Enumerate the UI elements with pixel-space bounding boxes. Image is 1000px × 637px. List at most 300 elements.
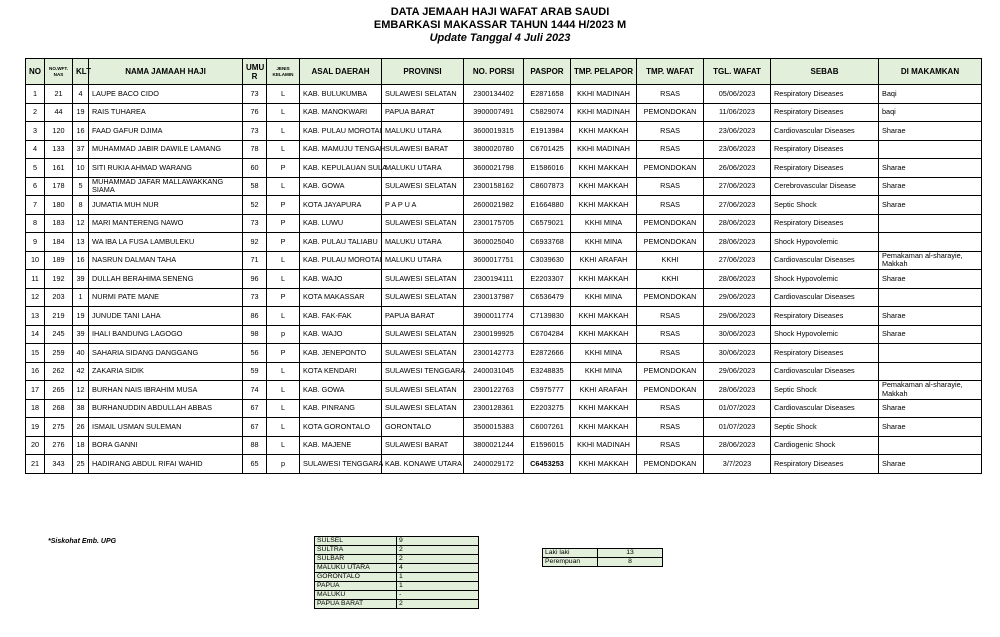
cell-wft-nas: 268 xyxy=(45,399,73,418)
cell-di-makamkan xyxy=(879,288,982,307)
cell-no: 17 xyxy=(26,381,45,400)
cell-nama: NASRUN DALMAN TAHA xyxy=(89,251,243,270)
table-row xyxy=(26,399,982,418)
province-count: 4 xyxy=(397,564,479,573)
cell-no: 3 xyxy=(26,122,45,141)
cell-provinsi: SULAWESI SELATAN xyxy=(382,177,464,196)
update-date: Update Tanggal 4 Juli 2023 xyxy=(429,32,571,44)
cell-paspor: C5975777 xyxy=(524,381,571,400)
cell-jenis-kelamin: L xyxy=(267,85,300,104)
cell-wft-nas: 343 xyxy=(45,455,73,474)
cell-di-makamkan: Sharae xyxy=(879,177,982,196)
table-header-row xyxy=(26,59,982,85)
gender-count: 13 xyxy=(598,549,663,558)
cell-tmp-wafat: PEMONDOKAN xyxy=(637,455,704,474)
cell-sebab: Respiratory Diseases xyxy=(771,85,879,104)
header-nama: NAMA JAMAAH HAJI xyxy=(89,59,243,85)
cell-paspor: E1664880 xyxy=(524,196,571,215)
cell-sebab: Respiratory Diseases xyxy=(771,455,879,474)
cell-asal-daerah: KAB. LUWU xyxy=(300,214,382,233)
header-klt: KLT xyxy=(73,59,89,85)
province-summary-row xyxy=(315,591,479,600)
cell-paspor: E2203275 xyxy=(524,399,571,418)
cell-wft-nas: 183 xyxy=(45,214,73,233)
province-label: GORONTALO xyxy=(315,573,397,582)
cell-di-makamkan: Sharae xyxy=(879,399,982,418)
cell-sebab: Respiratory Diseases xyxy=(771,159,879,178)
cell-tmp-wafat: RSAS xyxy=(637,140,704,159)
cell-di-makamkan: Sharae xyxy=(879,270,982,289)
cell-klt: 40 xyxy=(73,344,89,363)
cell-klt: 18 xyxy=(73,436,89,455)
cell-tmp-wafat: RSAS xyxy=(637,196,704,215)
cell-paspor: E2872666 xyxy=(524,344,571,363)
header-wft-nas: NO.WFT. NAS xyxy=(45,59,73,85)
cell-sebab: Respiratory Diseases xyxy=(771,214,879,233)
cell-nama: LAUPE BACO CIDO xyxy=(89,85,243,104)
cell-jenis-kelamin: P xyxy=(267,196,300,215)
cell-klt: 1 xyxy=(73,288,89,307)
cell-no-porsi: 3500015383 xyxy=(464,418,524,437)
cell-umur: 74 xyxy=(243,381,267,400)
cell-paspor: C6007261 xyxy=(524,418,571,437)
cell-tmp-wafat: KKHI xyxy=(637,251,704,270)
cell-tmp-pelapor: KKHI MINA xyxy=(571,344,637,363)
header-jenis-kelamin: JENIS KELAMIN xyxy=(267,59,300,85)
header-tmp-wafat: TMP. WAFAT xyxy=(637,59,704,85)
cell-provinsi: SULAWESI SELATAN xyxy=(382,85,464,104)
cell-no: 4 xyxy=(26,140,45,159)
province-label: MALUKU UTARA xyxy=(315,564,397,573)
cell-no: 10 xyxy=(26,251,45,270)
cell-umur: 52 xyxy=(243,196,267,215)
table-row xyxy=(26,288,982,307)
header-paspor: PASPOR xyxy=(524,59,571,85)
cell-no: 12 xyxy=(26,288,45,307)
cell-jenis-kelamin: p xyxy=(267,455,300,474)
header-umur: UMU R xyxy=(243,59,267,85)
cell-jenis-kelamin: L xyxy=(267,103,300,122)
province-label: PAPUA xyxy=(315,582,397,591)
cell-tgl-wafat: 27/06/2023 xyxy=(704,177,771,196)
province-count: 1 xyxy=(397,582,479,591)
cell-jenis-kelamin: P xyxy=(267,214,300,233)
cell-asal-daerah: KAB. WAJO xyxy=(300,270,382,289)
cell-nama: ISMAIL USMAN SULEMAN xyxy=(89,418,243,437)
cell-no-porsi: 2300158162 xyxy=(464,177,524,196)
province-summary-row xyxy=(315,537,479,546)
cell-klt: 13 xyxy=(73,233,89,252)
cell-umur: 67 xyxy=(243,399,267,418)
header-asal-daerah: ASAL DAERAH xyxy=(300,59,382,85)
cell-provinsi: SULAWESI SELATAN xyxy=(382,381,464,400)
cell-wft-nas: 44 xyxy=(45,103,73,122)
cell-di-makamkan xyxy=(879,140,982,159)
cell-umur: 73 xyxy=(243,288,267,307)
cell-jenis-kelamin: P xyxy=(267,233,300,252)
header-provinsi: PROVINSI xyxy=(382,59,464,85)
cell-no-porsi: 2300199925 xyxy=(464,325,524,344)
cell-klt: 16 xyxy=(73,251,89,270)
cell-di-makamkan: Sharae xyxy=(879,122,982,141)
cell-tgl-wafat: 30/06/2023 xyxy=(704,325,771,344)
cell-no: 18 xyxy=(26,399,45,418)
cell-asal-daerah: KAB. GOWA xyxy=(300,177,382,196)
cell-asal-daerah: KAB. WAJO xyxy=(300,325,382,344)
cell-nama: JUMATIA MUH NUR xyxy=(89,196,243,215)
cell-provinsi: PAPUA BARAT xyxy=(382,307,464,326)
cell-tmp-pelapor: KKHI MAKKAH xyxy=(571,159,637,178)
cell-nama: WA IBA LA FUSA LAMBULEKU xyxy=(89,233,243,252)
cell-tgl-wafat: 23/06/2023 xyxy=(704,140,771,159)
cell-tmp-wafat: RSAS xyxy=(637,344,704,363)
cell-tgl-wafat: 01/07/2023 xyxy=(704,399,771,418)
cell-tmp-pelapor: KKHI MAKKAH xyxy=(571,270,637,289)
header-no-porsi: NO. PORSI xyxy=(464,59,524,85)
cell-jenis-kelamin: L xyxy=(267,436,300,455)
cell-tgl-wafat: 27/06/2023 xyxy=(704,251,771,270)
cell-asal-daerah: KOTA MAKASSAR xyxy=(300,288,382,307)
province-summary-row xyxy=(315,582,479,591)
cell-paspor: C6704284 xyxy=(524,325,571,344)
cell-klt: 12 xyxy=(73,381,89,400)
cell-no: 13 xyxy=(26,307,45,326)
cell-umur: 60 xyxy=(243,159,267,178)
cell-nama: RAIS TUHAREA xyxy=(89,103,243,122)
cell-tmp-wafat: RSAS xyxy=(637,307,704,326)
cell-tgl-wafat: 26/06/2023 xyxy=(704,159,771,178)
cell-asal-daerah: SULAWESI TENGGARA xyxy=(300,455,382,474)
province-label: MALUKU xyxy=(315,591,397,600)
cell-no-porsi: 3900011774 xyxy=(464,307,524,326)
cell-sebab: Septic Shock xyxy=(771,381,879,400)
cell-nama: MARI MANTERENG NAWO xyxy=(89,214,243,233)
cell-paspor: E1913984 xyxy=(524,122,571,141)
table-row xyxy=(26,325,982,344)
cell-wft-nas: 203 xyxy=(45,288,73,307)
cell-no-porsi: 2300137987 xyxy=(464,288,524,307)
cell-sebab: Septic Shock xyxy=(771,196,879,215)
cell-tmp-wafat: PEMONDOKAN xyxy=(637,159,704,178)
cell-klt: 16 xyxy=(73,122,89,141)
cell-no-porsi: 2300194111 xyxy=(464,270,524,289)
cell-klt: 5 xyxy=(73,177,89,196)
cell-sebab: Septic Shock xyxy=(771,418,879,437)
cell-sebab: Respiratory Diseases xyxy=(771,307,879,326)
province-summary-row xyxy=(315,564,479,573)
cell-nama: NURMI PATE MANE xyxy=(89,288,243,307)
cell-tgl-wafat: 28/06/2023 xyxy=(704,381,771,400)
report-title: DATA JEMAAH HAJI WAFAT ARAB SAUDI xyxy=(390,6,610,18)
cell-tmp-pelapor: KKHI ARAFAH xyxy=(571,381,637,400)
province-count: 2 xyxy=(397,555,479,564)
cell-asal-daerah: KAB. MAMUJU TENGAH xyxy=(300,140,382,159)
cell-umur: 96 xyxy=(243,270,267,289)
table-row xyxy=(26,233,982,252)
cell-paspor: C3039630 xyxy=(524,251,571,270)
cell-no: 9 xyxy=(26,233,45,252)
table-row xyxy=(26,307,982,326)
cell-paspor: C7139830 xyxy=(524,307,571,326)
cell-wft-nas: 161 xyxy=(45,159,73,178)
cell-tmp-wafat: RSAS xyxy=(637,418,704,437)
cell-wft-nas: 178 xyxy=(45,177,73,196)
table-row xyxy=(26,455,982,474)
cell-tmp-pelapor: KKHI MADINAH xyxy=(571,436,637,455)
table-row xyxy=(26,85,982,104)
cell-jenis-kelamin: L xyxy=(267,418,300,437)
cell-asal-daerah: KAB. PULAU MOROTAI xyxy=(300,251,382,270)
cell-tmp-pelapor: KKHI MAKKAH xyxy=(571,399,637,418)
cell-tmp-wafat: PEMONDOKAN xyxy=(637,288,704,307)
cell-nama: FAAD GAFUR DJIMA xyxy=(89,122,243,141)
cell-tmp-pelapor: KKHI MAKKAH xyxy=(571,196,637,215)
table-row xyxy=(26,270,982,289)
gender-summary-row xyxy=(543,558,663,567)
table-row xyxy=(26,344,982,363)
cell-klt: 19 xyxy=(73,307,89,326)
cell-klt: 42 xyxy=(73,362,89,381)
province-label: SULSEL xyxy=(315,537,397,546)
cell-no-porsi: 3800020780 xyxy=(464,140,524,159)
cell-tmp-pelapor: KKHI ARAFAH xyxy=(571,251,637,270)
cell-di-makamkan xyxy=(879,214,982,233)
cell-umur: 65 xyxy=(243,455,267,474)
cell-tgl-wafat: 28/06/2023 xyxy=(704,214,771,233)
cell-no-porsi: 2300175705 xyxy=(464,214,524,233)
cell-paspor: C6933768 xyxy=(524,233,571,252)
cell-paspor: E1586016 xyxy=(524,159,571,178)
cell-jenis-kelamin: L xyxy=(267,399,300,418)
cell-wft-nas: 21 xyxy=(45,85,73,104)
cell-wft-nas: 276 xyxy=(45,436,73,455)
cell-sebab: Respiratory Diseases xyxy=(771,103,879,122)
cell-tmp-wafat: PEMONDOKAN xyxy=(637,362,704,381)
province-label: SULTRA xyxy=(315,546,397,555)
cell-jenis-kelamin: P xyxy=(267,288,300,307)
cell-tgl-wafat: 28/06/2023 xyxy=(704,270,771,289)
cell-tmp-wafat: RSAS xyxy=(637,122,704,141)
cell-jenis-kelamin: L xyxy=(267,270,300,289)
cell-no: 15 xyxy=(26,344,45,363)
cell-tmp-wafat: PEMONDOKAN xyxy=(637,103,704,122)
cell-sebab: Cardiovascular Diseases xyxy=(771,288,879,307)
cell-provinsi: MALUKU UTARA xyxy=(382,233,464,252)
cell-tmp-pelapor: KKHI MAKKAH xyxy=(571,455,637,474)
cell-wft-nas: 275 xyxy=(45,418,73,437)
cell-no-porsi: 3600021798 xyxy=(464,159,524,178)
cell-umur: 73 xyxy=(243,85,267,104)
cell-sebab: Shock Hypovolemic xyxy=(771,325,879,344)
cell-tmp-pelapor: KKHI MINA xyxy=(571,214,637,233)
cell-jenis-kelamin: p xyxy=(267,325,300,344)
cell-nama: MUHAMMAD JAFAR MALLAWAKKANG SIAMA xyxy=(89,177,243,196)
cell-klt: 39 xyxy=(73,325,89,344)
cell-no-porsi: 2300142773 xyxy=(464,344,524,363)
cell-sebab: Shock Hypovolemic xyxy=(771,233,879,252)
cell-paspor: C8607873 xyxy=(524,177,571,196)
cell-tgl-wafat: 30/06/2023 xyxy=(704,344,771,363)
cell-paspor: C6701425 xyxy=(524,140,571,159)
cell-klt: 10 xyxy=(73,159,89,178)
cell-umur: 92 xyxy=(243,233,267,252)
cell-provinsi: SULAWESI BARAT xyxy=(382,436,464,455)
cell-klt: 12 xyxy=(73,214,89,233)
cell-nama: BORA GANNI xyxy=(89,436,243,455)
cell-umur: 59 xyxy=(243,362,267,381)
cell-umur: 86 xyxy=(243,307,267,326)
cell-asal-daerah: KAB. BULUKUMBA xyxy=(300,85,382,104)
cell-provinsi: SULAWESI TENGGARA xyxy=(382,362,464,381)
cell-no: 21 xyxy=(26,455,45,474)
cell-umur: 73 xyxy=(243,122,267,141)
province-label: SULBAR xyxy=(315,555,397,564)
cell-tmp-wafat: RSAS xyxy=(637,177,704,196)
cell-paspor: E1596015 xyxy=(524,436,571,455)
cell-provinsi: GORONTALO xyxy=(382,418,464,437)
cell-nama: DULLAH BERAHIMA SENENG xyxy=(89,270,243,289)
cell-di-makamkan xyxy=(879,233,982,252)
cell-no: 7 xyxy=(26,196,45,215)
cell-provinsi: P A P U A xyxy=(382,196,464,215)
source-note: *Siskohat Emb. UPG xyxy=(48,538,117,545)
cell-tgl-wafat: 01/07/2023 xyxy=(704,418,771,437)
cell-nama: JUNUDE TANI LAHA xyxy=(89,307,243,326)
cell-di-makamkan: Baqi xyxy=(879,85,982,104)
table-row xyxy=(26,418,982,437)
cell-jenis-kelamin: L xyxy=(267,362,300,381)
cell-paspor: C6453253 xyxy=(524,455,571,474)
table-row xyxy=(26,159,982,178)
cell-paspor: C6536479 xyxy=(524,288,571,307)
cell-provinsi: SULAWESI SELATAN xyxy=(382,270,464,289)
cell-jenis-kelamin: L xyxy=(267,251,300,270)
province-summary-row xyxy=(315,573,479,582)
cell-klt: 25 xyxy=(73,455,89,474)
cell-sebab: Cardiovascular Diseases xyxy=(771,251,879,270)
cell-provinsi: SULAWESI SELATAN xyxy=(382,399,464,418)
cell-di-makamkan: Sharae xyxy=(879,307,982,326)
cell-di-makamkan: Pemakaman al-sharayie, Makkah xyxy=(879,251,982,270)
cell-tmp-pelapor: KKHI MAKKAH xyxy=(571,418,637,437)
cell-jenis-kelamin: L xyxy=(267,177,300,196)
cell-nama: SITI RUKIA AHMAD WARANG xyxy=(89,159,243,178)
cell-umur: 56 xyxy=(243,344,267,363)
cell-provinsi: PAPUA BARAT xyxy=(382,103,464,122)
cell-klt: 19 xyxy=(73,103,89,122)
cell-no: 16 xyxy=(26,362,45,381)
cell-wft-nas: 262 xyxy=(45,362,73,381)
header-tmp-pelapor: TMP. PELAPOR xyxy=(571,59,637,85)
cell-jenis-kelamin: P xyxy=(267,344,300,363)
cell-klt: 26 xyxy=(73,418,89,437)
cell-wft-nas: 133 xyxy=(45,140,73,159)
cell-nama: HADIRANG ABDUL RIFAI WAHID xyxy=(89,455,243,474)
province-count: 9 xyxy=(397,537,479,546)
cell-umur: 76 xyxy=(243,103,267,122)
cell-asal-daerah: KAB. FAK-FAK xyxy=(300,307,382,326)
cell-tmp-pelapor: KKHI MAKKAH xyxy=(571,122,637,141)
cell-asal-daerah: KAB. GOWA xyxy=(300,381,382,400)
cell-tmp-pelapor: KKHI MADINAH xyxy=(571,103,637,122)
cell-no-porsi: 3600025040 xyxy=(464,233,524,252)
cell-nama: ZAKARIA SIDIK xyxy=(89,362,243,381)
cell-no-porsi: 3800021244 xyxy=(464,436,524,455)
cell-sebab: Cerebrovascular Disease xyxy=(771,177,879,196)
cell-klt: 37 xyxy=(73,140,89,159)
cell-tmp-wafat: PEMONDOKAN xyxy=(637,214,704,233)
cell-no-porsi: 2300128361 xyxy=(464,399,524,418)
cell-umur: 67 xyxy=(243,418,267,437)
cell-no-porsi: 3900007491 xyxy=(464,103,524,122)
cell-jenis-kelamin: P xyxy=(267,159,300,178)
cell-di-makamkan xyxy=(879,436,982,455)
gender-summary-table xyxy=(542,548,663,567)
cell-asal-daerah: KAB. KEPULAUAN SULA xyxy=(300,159,382,178)
cell-jenis-kelamin: L xyxy=(267,307,300,326)
cell-di-makamkan xyxy=(879,344,982,363)
cell-no: 19 xyxy=(26,418,45,437)
table-row xyxy=(26,251,982,270)
cell-tmp-pelapor: KKHI MINA xyxy=(571,288,637,307)
province-count: - xyxy=(397,591,479,600)
cell-wft-nas: 219 xyxy=(45,307,73,326)
cell-di-makamkan: baqi xyxy=(879,103,982,122)
cell-paspor: C5829074 xyxy=(524,103,571,122)
cell-sebab: Respiratory Diseases xyxy=(771,140,879,159)
table-row xyxy=(26,362,982,381)
province-summary-row xyxy=(315,555,479,564)
table-row xyxy=(26,214,982,233)
cell-asal-daerah: KAB. JENEPONTO xyxy=(300,344,382,363)
cell-no-porsi: 2600021982 xyxy=(464,196,524,215)
cell-asal-daerah: KAB. MANOKWARI xyxy=(300,103,382,122)
cell-provinsi: SULAWESI BARAT xyxy=(382,140,464,159)
cell-jenis-kelamin: L xyxy=(267,122,300,141)
cell-provinsi: SULAWESI SELATAN xyxy=(382,325,464,344)
cell-tmp-pelapor: KKHI MAKKAH xyxy=(571,177,637,196)
cell-sebab: Shock Hypovolemic xyxy=(771,270,879,289)
cell-provinsi: MALUKU UTARA xyxy=(382,159,464,178)
cell-tmp-wafat: RSAS xyxy=(637,399,704,418)
cell-umur: 58 xyxy=(243,177,267,196)
province-count: 1 xyxy=(397,573,479,582)
cell-asal-daerah: KOTA JAYAPURA xyxy=(300,196,382,215)
cell-provinsi: MALUKU UTARA xyxy=(382,122,464,141)
cell-no: 8 xyxy=(26,214,45,233)
cell-tmp-pelapor: KKHI MINA xyxy=(571,362,637,381)
table-row xyxy=(26,103,982,122)
report-title-block xyxy=(0,6,1000,45)
cell-sebab: Cardiogenic Shock xyxy=(771,436,879,455)
cell-sebab: Cardiovascular Diseases xyxy=(771,122,879,141)
cell-no: 2 xyxy=(26,103,45,122)
cell-tmp-wafat: RSAS xyxy=(637,325,704,344)
cell-tmp-wafat: KKHI xyxy=(637,270,704,289)
cell-di-makamkan: Sharae xyxy=(879,455,982,474)
table-body xyxy=(26,85,982,474)
province-summary-row xyxy=(315,600,479,609)
cell-tmp-wafat: PEMONDOKAN xyxy=(637,381,704,400)
gender-count: 8 xyxy=(598,558,663,567)
cell-asal-daerah: KAB. PINRANG xyxy=(300,399,382,418)
cell-wft-nas: 245 xyxy=(45,325,73,344)
header-sebab: SEBAB xyxy=(771,59,879,85)
cell-klt: 4 xyxy=(73,85,89,104)
cell-umur: 78 xyxy=(243,140,267,159)
cell-umur: 98 xyxy=(243,325,267,344)
cell-klt: 38 xyxy=(73,399,89,418)
